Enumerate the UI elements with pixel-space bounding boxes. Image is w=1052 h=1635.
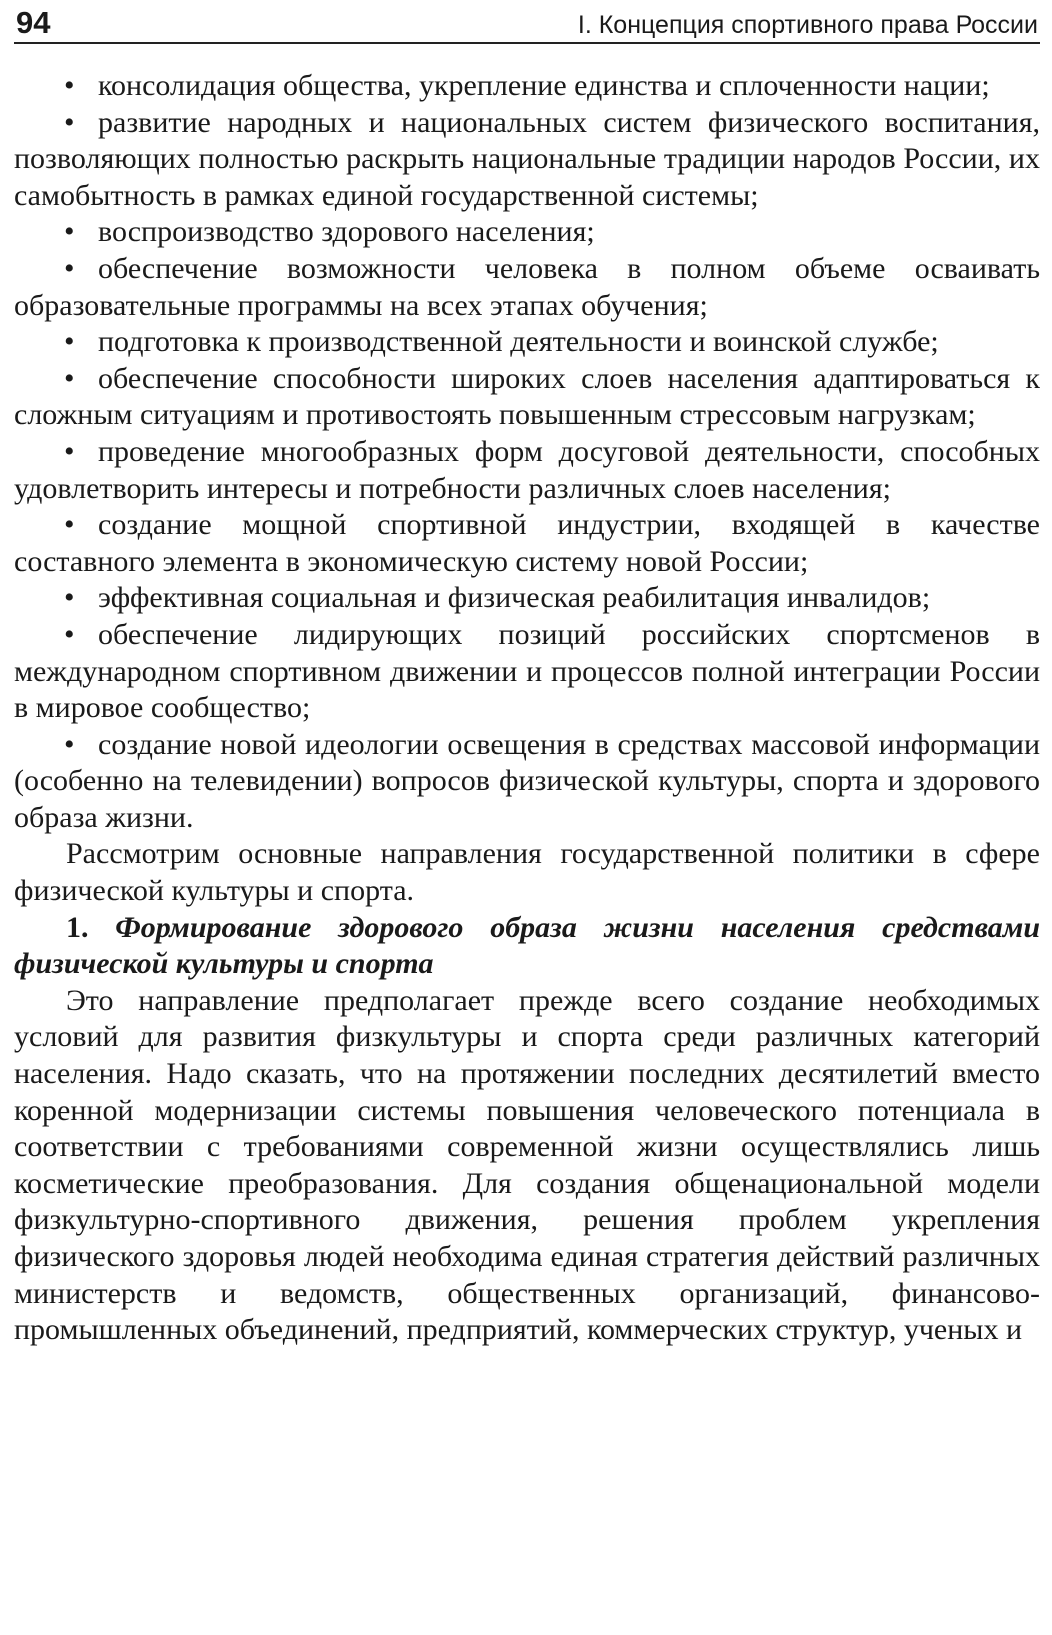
- section-number: 1.: [66, 910, 89, 944]
- bullet-item: • обеспечение возможности человека в полном объеме осваивать образовательные программы на всех этапах обучения;: [14, 251, 1040, 324]
- bullet-item: • воспроизводство здорового населения;: [14, 214, 1040, 251]
- bullet-item: • эффективная социальная и физическая реабилитация инвалидов;: [14, 580, 1040, 617]
- bullet-item: • создание мощной спортивной индустрии, входящей в качестве составного элемента в экономическую систему новой России;: [14, 507, 1040, 580]
- section-title: Формирование здорового образа жизни населения средствами физической культуры и спорта: [14, 910, 1041, 981]
- bullet-item: • проведение многообразных форм досуговой деятельности, способных удовлетворить интересы и потребности различных слоев населения;: [14, 434, 1040, 507]
- page-header: [14, 0, 1040, 44]
- intro-paragraph: Рассмотрим основные направления государственной политики в сфере физической культуры и спорта.: [14, 837, 1040, 908]
- bullet-item: • обеспечение лидирующих позиций российских спортсменов в международном спортивном движении и процессов полной интеграции России в мировое сообщество;: [14, 617, 1040, 727]
- section-paragraph: Это направление предполагает прежде всего создание необходимых условий для развития физкультуры и спорта среди различных категорий населения. Надо сказать, что на протяжении последних десятилетий вместо коренной модернизации системы повышения человеческого потенциала в соответствии с требованиями современной жизни осуществлялись лишь косметические преобразования. Для создания общенациональной модели физкультурно-спортивного движения, решения проблем укрепления физического здоровья людей необходима единая стратегия действий различных министерств и ведомств, общественных организаций, финансово-промышленных объединений, предприятий, коммерческих структур, ученых и: [14, 983, 1040, 1347]
- running-head: I. Концепция спортивного права России: [577, 11, 1038, 39]
- bullet-item: • подготовка к производственной деятельности и воинской службе;: [14, 324, 1040, 361]
- bullet-item: • консолидация общества, укрепление единства и сплоченности нации;: [14, 68, 1040, 105]
- page-number: 94: [16, 5, 51, 40]
- page-body: [14, 68, 1040, 1349]
- bullet-item: • обеспечение способности широких слоев населения адаптироваться к сложным ситуациям и противостоять повышенным стрессовым нагрузкам;: [14, 361, 1040, 434]
- bullet-item: • создание новой идеологии освещения в средствах массовой информации (особенно на телевидении) вопросов физической культуры, спорта и здорового образа жизни.: [14, 727, 1040, 837]
- bullet-item: • развитие народных и национальных систем физического воспитания, позволяющих полностью раскрыть национальные традиции народов России, их самобытность в рамках единой государственной системы;: [14, 105, 1040, 215]
- section-heading: [14, 910, 1040, 983]
